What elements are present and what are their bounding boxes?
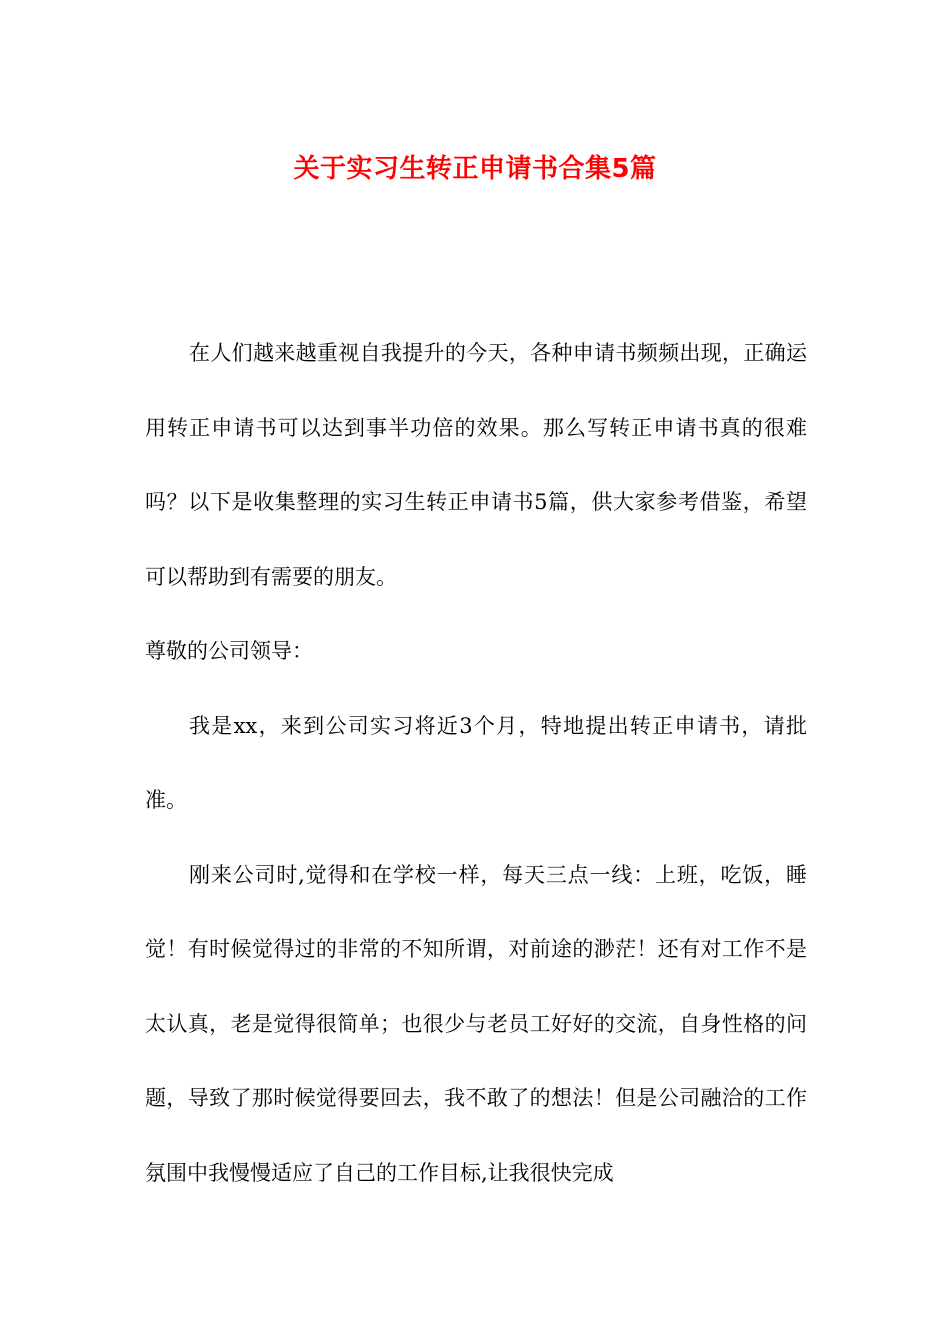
document-title: 关于实习生转正申请书合集5篇	[293, 154, 657, 185]
request-paragraph: 我是xx，来到公司实习将近3个月，特地提出转正申请书，请批准。	[145, 713, 807, 812]
document-body	[145, 316, 807, 1210]
salutation: 尊敬的公司领导：	[145, 639, 313, 663]
experience-paragraph: 刚来公司时,觉得和在学校一样，每天三点一线：上班，吃饭，睡觉！有时候觉得过的非常的不知所谓，对前途的渺茫！还有对工作不是太认真，老是觉得很简单；也很少与老员工好好的交流，自身性格的问题，导致了那时候觉得要回去，我不敢了的想法！但是公司融洽的工作氛围中我慢慢适应了自己的工作目标,让我很快完成	[145, 862, 807, 1185]
intro-paragraph: 在人们越来越重视自我提升的今天，各种申请书频频出现，正确运用转正申请书可以达到事半功倍的效果。那么写转正申请书真的很难吗？以下是收集整理的实习生转正申请书5篇，供大家参考借鉴，希望可以帮助到有需要的朋友。	[145, 341, 807, 589]
